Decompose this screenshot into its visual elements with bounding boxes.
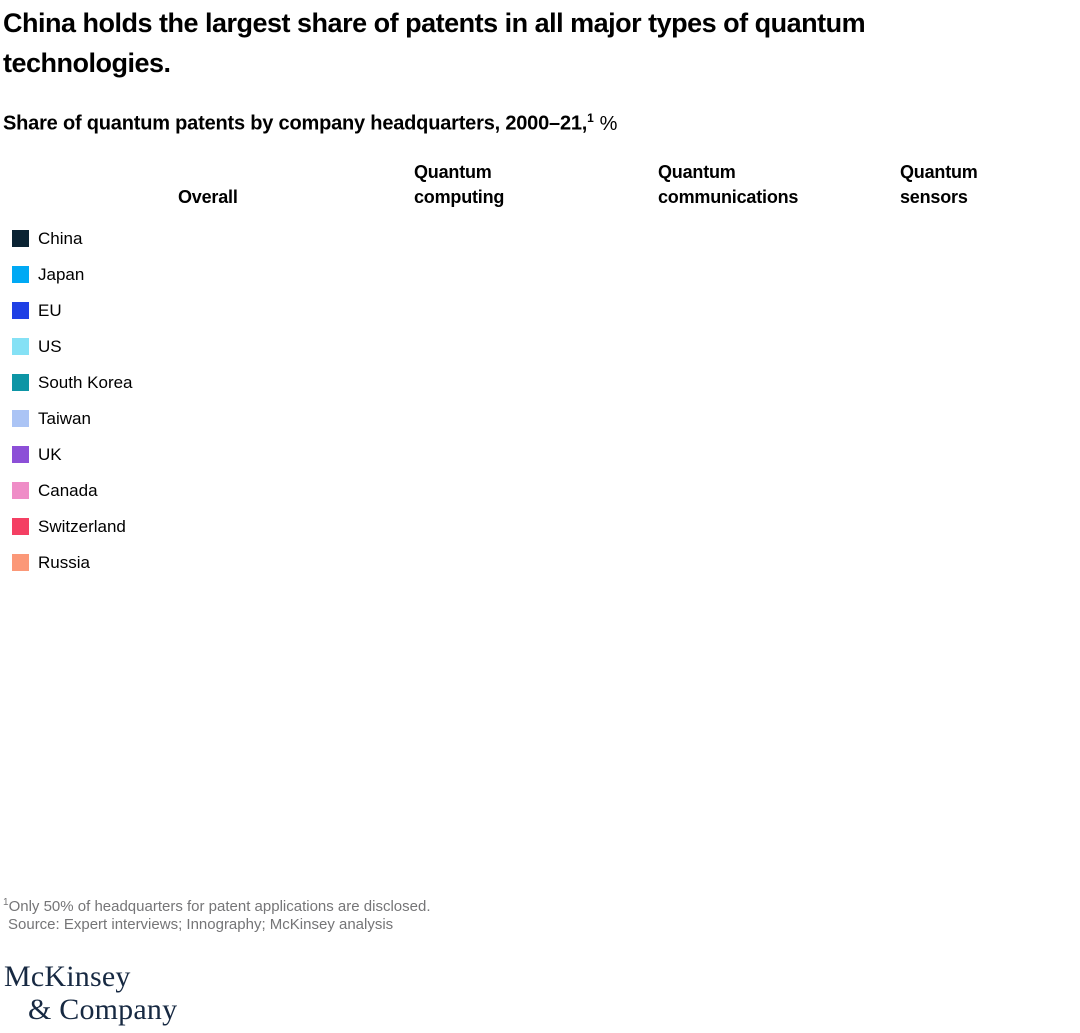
logo-line-2: & Company: [28, 993, 178, 1026]
legend-swatch: [12, 518, 29, 535]
legend-label: UK: [38, 445, 62, 464]
legend-label: EU: [38, 301, 62, 320]
legend-label: Canada: [38, 481, 98, 500]
legend-label: Russia: [38, 553, 90, 572]
legend-swatch: [12, 482, 29, 499]
legend-label: Switzerland: [38, 517, 126, 536]
legend-item-uk: [12, 446, 133, 463]
legend-item-canada: [12, 482, 133, 499]
column-header-overall: [178, 158, 308, 210]
legend-label: China: [38, 229, 83, 248]
legend-swatch: [12, 302, 29, 319]
legend-item-switzerland: [12, 518, 133, 535]
legend-swatch: [12, 374, 29, 391]
legend-label: Taiwan: [38, 409, 91, 428]
subtitle-unit: %: [599, 112, 618, 135]
footnote-text: Only 50% of headquarters for patent applications are disclosed.: [8, 898, 431, 915]
subtitle-text: Share of quantum patents by company headquarters, 2000–21,: [3, 112, 588, 135]
footnote-marker: 1: [3, 897, 9, 908]
exhibit-title: China holds the largest share of patents in all major types of quantum technologies.: [3, 8, 866, 78]
legend-item-japan: [12, 266, 133, 283]
legend-item-eu: [12, 302, 133, 319]
legend-item-taiwan: [12, 410, 133, 427]
column-header-label: Overall: [178, 187, 238, 207]
subtitle-footnote-marker: 1: [587, 111, 594, 125]
legend-label: US: [38, 337, 62, 356]
legend-swatch: [12, 554, 29, 571]
legend-label: Japan: [38, 265, 85, 284]
column-header-quantum-communications: [658, 158, 836, 210]
exhibit-subtitle: [3, 105, 617, 137]
plot-area-empty: [165, 225, 1080, 875]
source-line: Source: Expert interviews; Innography; McKinsey analysis: [8, 916, 394, 933]
column-header-label: Quantum computing: [414, 162, 505, 207]
footnotes: [3, 894, 430, 934]
column-header-quantum-sensors: [900, 158, 1025, 210]
legend: [12, 230, 133, 590]
logo-line-1: McKinsey: [4, 960, 131, 993]
legend-item-russia: [12, 554, 133, 571]
legend-item-us: [12, 338, 133, 355]
legend-swatch: [12, 410, 29, 427]
legend-label: South Korea: [38, 373, 133, 392]
column-header-label: Quantum communications: [658, 162, 799, 207]
legend-swatch: [12, 338, 29, 355]
legend-swatch: [12, 446, 29, 463]
column-header-quantum-computing: [414, 158, 539, 210]
legend-item-south-korea: [12, 374, 133, 391]
legend-item-china: [12, 230, 133, 247]
footnote: [3, 894, 430, 916]
mckinsey-logo: [4, 960, 177, 1026]
legend-swatch: [12, 266, 29, 283]
column-header-label: Quantum sensors: [900, 162, 978, 207]
legend-swatch: [12, 230, 29, 247]
